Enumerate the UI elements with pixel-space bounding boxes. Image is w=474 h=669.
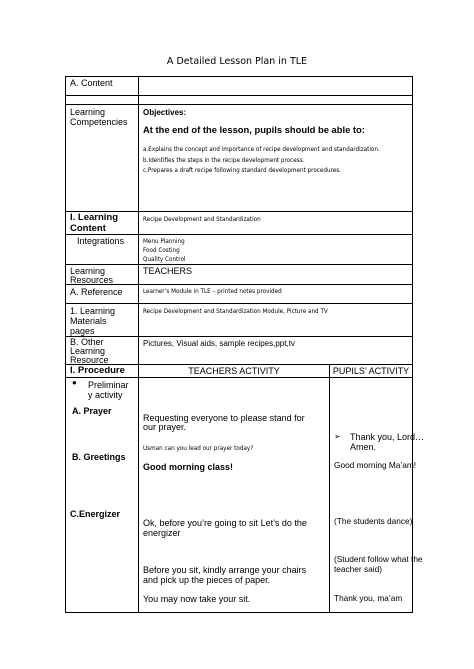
- materials-value: Recipe Development and Standardization Module, Picture and TV: [143, 308, 328, 315]
- row-divider: [65, 104, 413, 105]
- row-divider: [65, 377, 413, 378]
- learning-content-label-line2: Content: [70, 223, 106, 234]
- teacher-sit-line: You may now take your sit.: [143, 594, 251, 604]
- content-label: A. Content: [70, 78, 113, 88]
- integration-item: Menu Planning: [143, 238, 185, 245]
- other-resource-value: Pictures, Visual aids, sample recipes,ppt,tv: [143, 339, 295, 348]
- row-divider: [65, 234, 413, 235]
- objectives-heading: Objectives:: [143, 108, 187, 117]
- reference-value: Learner’s Module in TLE – printed notes provided: [143, 288, 282, 295]
- materials-label-line1: 1. Learning: [70, 306, 116, 316]
- pupils-follow-line2: teacher said): [334, 564, 382, 574]
- competencies-label-line2: Competencies: [70, 117, 128, 127]
- materials-label-line2: Materials: [70, 316, 107, 326]
- objective-item: a.Explains the concept and importance of recipe development and standardization.: [143, 146, 380, 153]
- teacher-energizer-line2: energizer: [143, 528, 181, 538]
- teacher-prayer-line1: Requesting everyone to please stand for: [143, 413, 305, 423]
- table-border-left: [65, 76, 66, 613]
- learning-resources-label-line1: Learning: [70, 266, 106, 276]
- other-resource-label-line1: B. Other: [70, 337, 104, 347]
- column-divider: [329, 364, 330, 613]
- row-divider: [65, 284, 413, 285]
- integrations-label: Integrations: [77, 236, 125, 246]
- pupils-thanks: Thank you, ma’am: [334, 593, 403, 603]
- preliminary-activity-line2: y activity: [88, 390, 123, 400]
- teacher-prayer-line2: our prayer.: [143, 422, 187, 432]
- teacher-arrange-line2: and pick up the pieces of paper.: [143, 575, 271, 585]
- table-border-right: [412, 76, 413, 613]
- materials-label-line3: pages: [70, 326, 95, 336]
- bullet-icon: ●: [72, 378, 77, 387]
- row-divider: [65, 303, 413, 304]
- other-resource-label-line2: Learning: [70, 346, 106, 356]
- pupils-activity-header: PUPILS’ ACTIVITY: [332, 366, 410, 376]
- pupils-thank-line1: Thank you, Lord…: [350, 432, 425, 442]
- objective-item: c.Prepares a draft recipe following standard development procedures.: [143, 167, 342, 174]
- integration-item: Quality Control: [143, 256, 186, 263]
- pupils-dance: (The students dance): [334, 516, 413, 526]
- teachers-activity-header: TEACHERS ACTIVITY: [188, 366, 280, 376]
- teacher-good-morning: Good morning class!: [143, 462, 234, 472]
- pupils-follow-line1: (Student follow what the: [334, 554, 423, 564]
- learning-resources-label-line2: Resources: [70, 275, 114, 285]
- row-divider: [65, 336, 413, 337]
- procedure-header: I. Procedure: [70, 365, 125, 376]
- table-border-top: [65, 76, 413, 77]
- pupils-good-morning: Good morning Ma’am!: [334, 460, 417, 470]
- prayer-label: A. Prayer: [72, 406, 112, 416]
- reference-label: A. Reference: [70, 287, 123, 297]
- pupils-thank-line2: Amen.: [350, 442, 377, 452]
- column-divider: [138, 76, 139, 613]
- integration-item: Food Costing: [143, 247, 180, 254]
- arrow-bullet-icon: ➢: [334, 432, 341, 441]
- teacher-usman-line: Usman can you lead our prayer today?: [143, 445, 254, 452]
- learning-content-value: Recipe Development and Standardization: [143, 216, 261, 223]
- row-divider: [65, 95, 413, 96]
- teacher-energizer-line1: Ok, before you’re going to sit Let’s do the: [143, 518, 307, 528]
- learning-resources-value: TEACHERS: [143, 266, 193, 276]
- greetings-label: B. Greetings: [72, 452, 126, 462]
- page-title: A Detailed Lesson Plan in TLE: [166, 56, 308, 67]
- objective-item: b.Identifies the steps in the recipe development process.: [143, 157, 305, 164]
- table-border-bottom: [65, 612, 413, 613]
- competencies-label-line1: Learning: [70, 107, 106, 117]
- other-resource-label-line3: Resource: [70, 355, 109, 365]
- row-divider: [65, 264, 413, 265]
- learning-content-label-line1: I. Learning: [70, 212, 119, 223]
- preliminary-activity-line1: Preliminar: [88, 380, 129, 390]
- teacher-arrange-line1: Before you sit, kindly arrange your chairs: [143, 565, 307, 575]
- objectives-intro: At the end of the lesson, pupils should be able to:: [143, 124, 365, 135]
- energizer-label: C.Energizer: [70, 509, 121, 519]
